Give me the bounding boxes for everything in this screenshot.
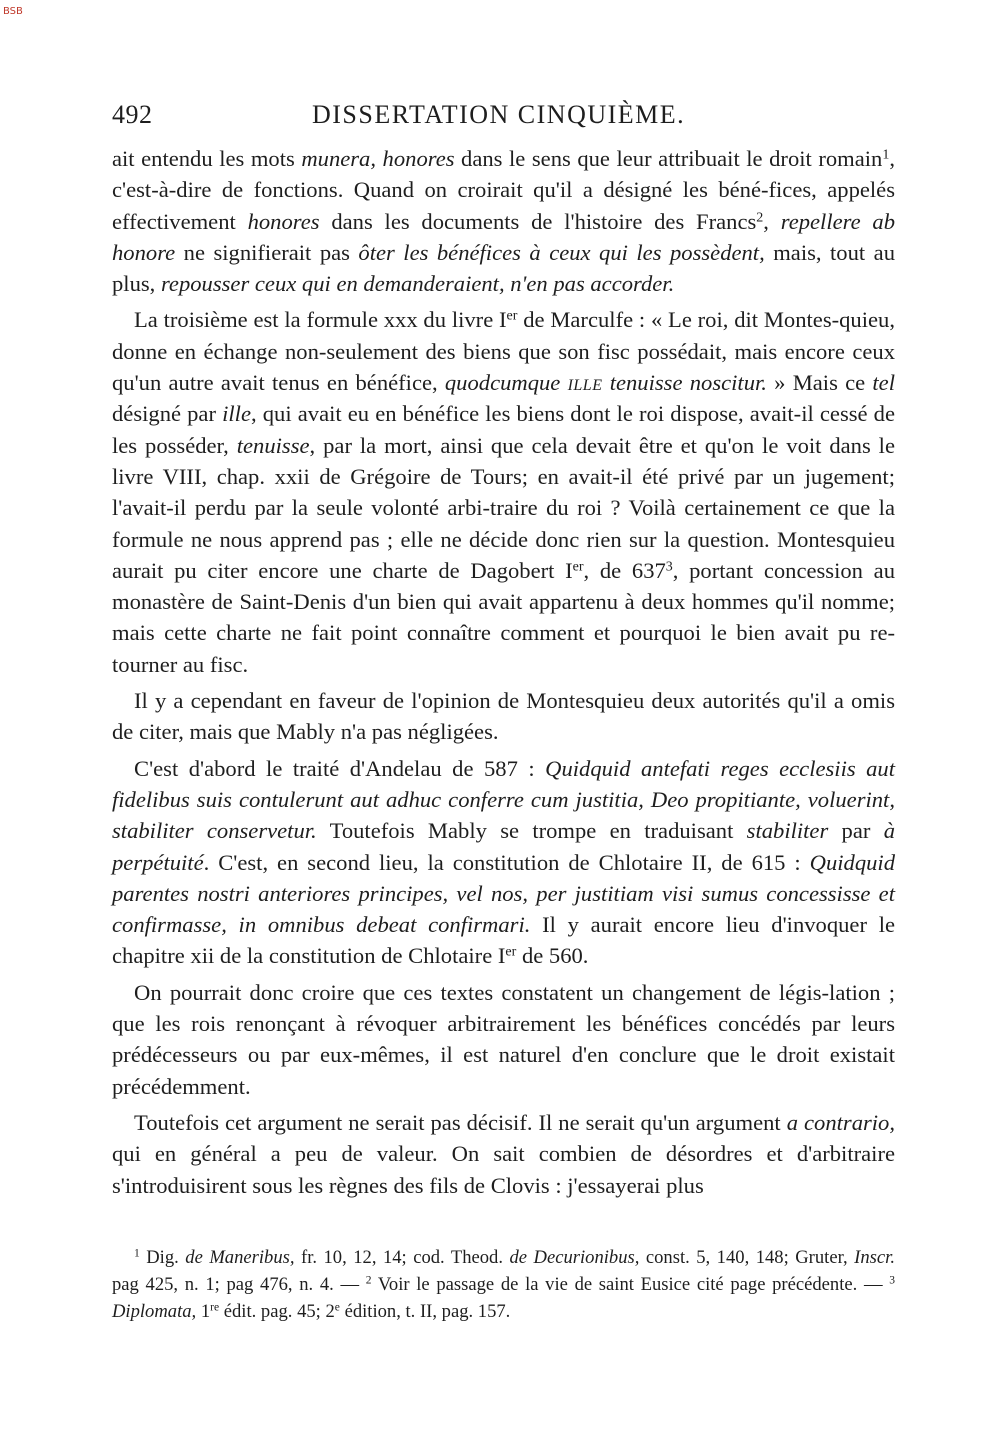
italic-text: Diplomata, [112, 1301, 197, 1322]
italic-text: à perpétuité [112, 818, 895, 875]
text: désigné par [112, 401, 223, 427]
running-header [112, 100, 895, 130]
italic-text: repellere ab honore [112, 208, 895, 265]
ordinal-sup: e [334, 1301, 340, 1314]
italic-text: honores [247, 208, 320, 234]
italic-text: ôter les bénéfices à ceux qui les possèdent, [358, 239, 765, 265]
library-stamp: BSB [3, 6, 23, 17]
text: ait entendu les mots [112, 146, 302, 171]
italic-text: de Decurionibus, [509, 1247, 640, 1268]
text: . C'est, en second lieu, la constitution de Chlotaire II, de 615 : [203, 849, 810, 875]
page-number: 492 [112, 100, 153, 129]
italic-text: stabiliter [746, 818, 829, 844]
text: Toutefois Mably se trompe en traduisant [316, 818, 747, 844]
text: Toutefois cet argument ne serait pas décisif. Il ne serait qu'un argument [134, 1109, 787, 1135]
footnote-marker: 1 [134, 1247, 140, 1260]
text: Dig. [139, 1247, 186, 1268]
paragraph-5: On pourrait donc croire que ces textes constatent un changement de légis-lation ; que les rois renonçant à révoquer arbitrairement les bénéfices concédés par leurs prédécesseurs ou par eux-mêmes, il est naturel d'en conclure que le droit existait précédemment. [112, 979, 895, 1099]
text: , de 637 [583, 557, 666, 583]
footnote-block [112, 1244, 895, 1325]
italic-text: tel [872, 370, 895, 396]
text: édition, t. II, pag. 157. [339, 1301, 511, 1322]
text: 1 [196, 1301, 211, 1322]
paragraph-2 [112, 304, 895, 680]
text: qui en général a peu de valeur. On sait combien de désordres et d'arbitraire s'introduisirent sous les règnes des fils de Clovis : j'essayerai plus [112, 1141, 895, 1198]
text: , [763, 208, 781, 234]
italic-text: Quidquid antefati reges ecclesiis aut fidelibus suis contulerunt aut adhuc conferre cum justitia, Deo propitiante, voluerint, stabiliter conservetur. [112, 755, 896, 844]
ordinal-sup: er [505, 944, 517, 960]
text: dans le sens que leur attribuait le droit romain [454, 146, 883, 171]
paragraph-6 [112, 1107, 895, 1201]
italic-text: Inscr. [854, 1247, 895, 1268]
page-body [112, 143, 895, 1201]
text: Voir le passage de la vie de saint Eusice cité page précédente. — [371, 1274, 890, 1295]
footnote-ref: 3 [665, 559, 673, 575]
text: par [828, 818, 884, 844]
italic-text: repousser ceux qui en demanderaient, n'en pas accorder. [160, 271, 675, 297]
ordinal-sup: re [210, 1301, 220, 1314]
italic-text: ille [222, 401, 251, 427]
text: , qui avait eu en bénéfice les biens dont le roi dispose, avait-il cessé de les posséder, [112, 401, 895, 458]
ordinal-sup: er [506, 308, 518, 324]
footnote-ref: 2 [756, 209, 764, 225]
text: dans les documents de l'histoire des Francs [319, 208, 757, 234]
footnote-marker: 3 [889, 1274, 896, 1287]
text: » Mais ce [766, 370, 873, 396]
italic-text: a contrario, [786, 1109, 896, 1135]
text: , par la mort, ainsi que cela devait être et qu'on le voit dans le livre VIII, chap. xxii de Grégoire de Tours; en avait-il été privé par un jugement; l'avait-il perdu par la seule volonté arbi-traire du roi ? Voilà certainement ce que la formule ne nous apprend pas ; elle ne décide donc rien sur la question. Montesquieu aurait pu citer encore une charte de Dagobert I [112, 432, 895, 583]
text: , c'est-à-dire de fonctions. Quand on croirait qu'il a désigné les béné-fices, appelés effectivement [112, 146, 895, 234]
text: ne signifierait pas [175, 239, 359, 265]
italic-text: tenuisse [236, 432, 310, 458]
italic-text: tenuisse noscitur. [609, 370, 767, 396]
text: pag 425, n. 1; pag 476, n. 4. — [112, 1274, 366, 1295]
ordinal-sup: er [572, 559, 584, 575]
text: , portant concession au monastère de Saint-Denis d'un bien qui avait appartenu à deux hommes qu'il nomme; mais cette charte ne fait point connaître comment et pourquoi le bien avait pu re-tourner au fisc. [112, 557, 895, 677]
text: Il y aurait encore lieu d'invoquer le chapitre xii de la constitution de Chlotaire I [112, 912, 895, 969]
footnote-ref: 1 [882, 147, 890, 163]
text: C'est d'abord le traité d'Andelau de 587 : [134, 755, 546, 781]
footnotes [112, 1244, 895, 1325]
text: édit. pag. 45; 2 [219, 1301, 335, 1322]
paragraph-1 [112, 143, 895, 299]
text: La troisième est la formule xxx du livre I [134, 307, 507, 333]
text: de 560. [516, 943, 589, 969]
italic-text: Quidquid parentes nostri anteriores principes, vel nos, per justitiam visi sumus concessisse et confirmasse, in omnibus debeat confirmari. [112, 849, 895, 938]
footnote-marker: 2 [365, 1274, 372, 1287]
paragraph-4 [112, 753, 895, 972]
text: const. 5, 140, 148; Gruter, [639, 1247, 855, 1268]
text: de Marculfe : « Le roi, dit Montes-quieu, donne en échange non-seulement des biens que son fisc possédait, mais encore ceux qu'un autre avait tenus en bénéfice, [112, 307, 895, 396]
italic-text: de Maneribus, [185, 1247, 295, 1268]
text: mais, tout au plus, [112, 239, 895, 297]
paragraph-3: Il y a cependant en faveur de l'opinion de Montesquieu deux autorités qu'il a omis de citer, mais que Mably n'a pas négligées. [112, 688, 895, 745]
running-title: DISSERTATION CINQUIÈME. [312, 100, 686, 129]
text: fr. 10, 12, 14; cod. Theod. [294, 1247, 510, 1268]
small-caps-text: ille [567, 370, 603, 396]
italic-text: munera, honores [301, 146, 455, 171]
italic-text: quodcumque [444, 370, 561, 396]
